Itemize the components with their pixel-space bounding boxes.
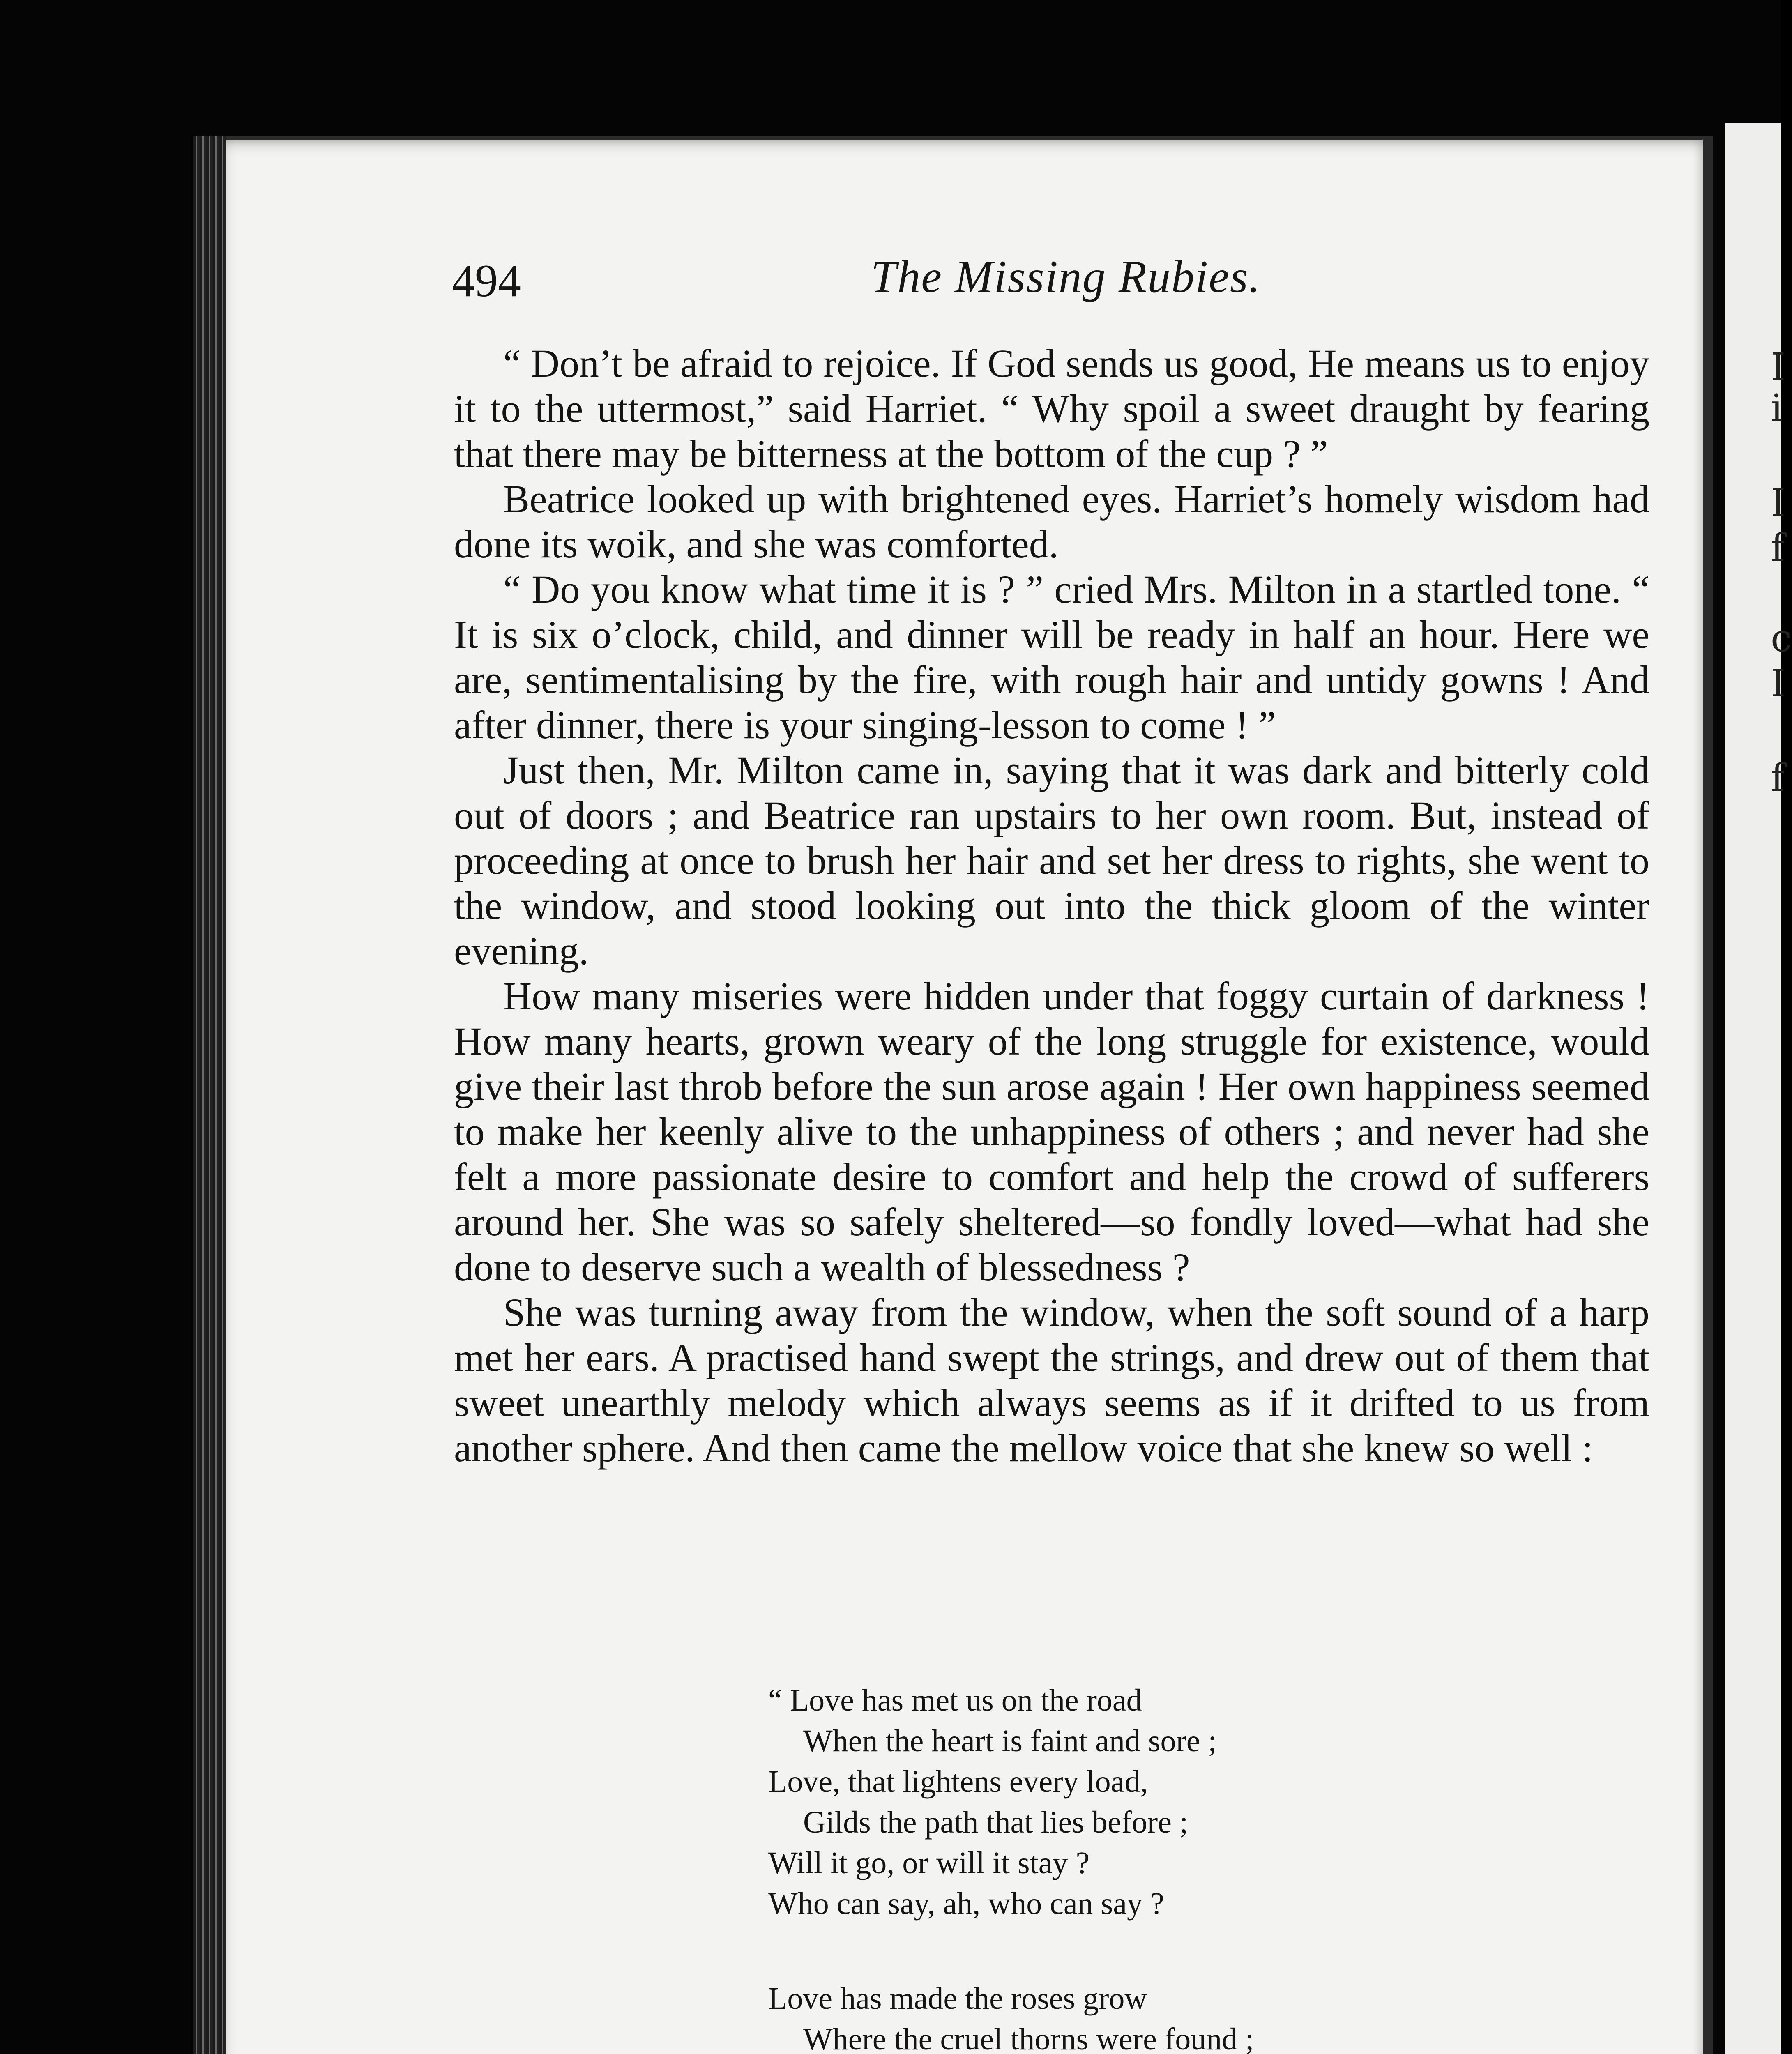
paragraph: “ Don’t be afraid to rejoice. If God sends us good, He means us to enjoy it to the uttermost,” said Harriet. “ Why spoil a sweet draught by fearing that there may be bitterness at the bottom of the cup ? ” <box>454 341 1649 476</box>
adjacent-page-fragment: f <box>1771 526 1785 570</box>
book-binding <box>193 136 226 2054</box>
poem-line: Will it go, or will it stay ? <box>768 1846 1090 1880</box>
body-text <box>454 341 1649 1471</box>
paragraph: Just then, Mr. Milton came in, saying that it was dark and bitterly cold out of doors ; and Beatrice ran upstairs to her own room. But, instead of proceeding at once to brush her hair and set her dress to rights, she went to the window, and stood looking out into the thick gloom of the winter evening. <box>454 748 1649 973</box>
poem-line: Who can say, ah, who can say ? <box>768 1886 1164 1921</box>
paragraph: How many miseries were hidden under that foggy curtain of darkness ! How many hearts, grown weary of the long struggle for existence, would give their last throb before the sun arose again ! Her own happiness seemed to make her keenly alive to the unhappiness of others ; and never had she felt a more passionate desire to comfort and help the crowd of sufferers around her. She was so safely sheltered—so fondly loved—what had she done to deserve such a wealth of blessedness ? <box>454 974 1649 1289</box>
paragraph: She was turning away from the window, when the soft sound of a harp met her ears. A practised hand swept the strings, and drew out of them that sweet unearthly melody which always seems as if it drifted to us from another sphere. And then came the mellow voice that she knew so well : <box>454 1290 1649 1470</box>
poem-line: When the heart is faint and sore ; <box>803 1724 1217 1758</box>
running-title: The Missing Rubies. <box>871 251 1261 302</box>
adjacent-page-edge <box>1725 123 1792 2054</box>
poem-line: Love, that lightens every load, <box>768 1764 1148 1799</box>
poem-stanza <box>768 1978 1467 2054</box>
page-number: 494 <box>452 256 521 306</box>
poem <box>768 1680 1467 2054</box>
poem-stanza <box>768 1680 1467 1924</box>
adjacent-page-fragment: c <box>1771 616 1792 660</box>
adjacent-page-fragment: I <box>1771 345 1786 389</box>
adjacent-page-fragment: I <box>1771 481 1786 525</box>
adjacent-page-fragment: f <box>1771 756 1785 800</box>
poem-line: “ Love has met us on the road <box>768 1683 1142 1718</box>
paragraph: Beatrice looked up with brightened eyes. Harriet’s homely wisdom had done its woik, and she was comforted. <box>454 477 1649 566</box>
paragraph: “ Do you know what time it is ? ” cried Mrs. Milton in a startled tone. “ It is six o’clock, child, and dinner will be ready in half an hour. Here we are, sentimentalising by the fire, with rough hair and untidy gowns ! And after dinner, there is your singing-lesson to come ! ” <box>454 567 1649 747</box>
poem-line: Gilds the path that lies before ; <box>803 1805 1189 1840</box>
poem-line: Where the cruel thorns were found ; <box>803 2022 1254 2054</box>
poem-line: Love has made the roses grow <box>768 1981 1147 2016</box>
adjacent-page-fragment: I <box>1771 661 1786 705</box>
adjacent-page-fragment: i <box>1771 386 1783 430</box>
